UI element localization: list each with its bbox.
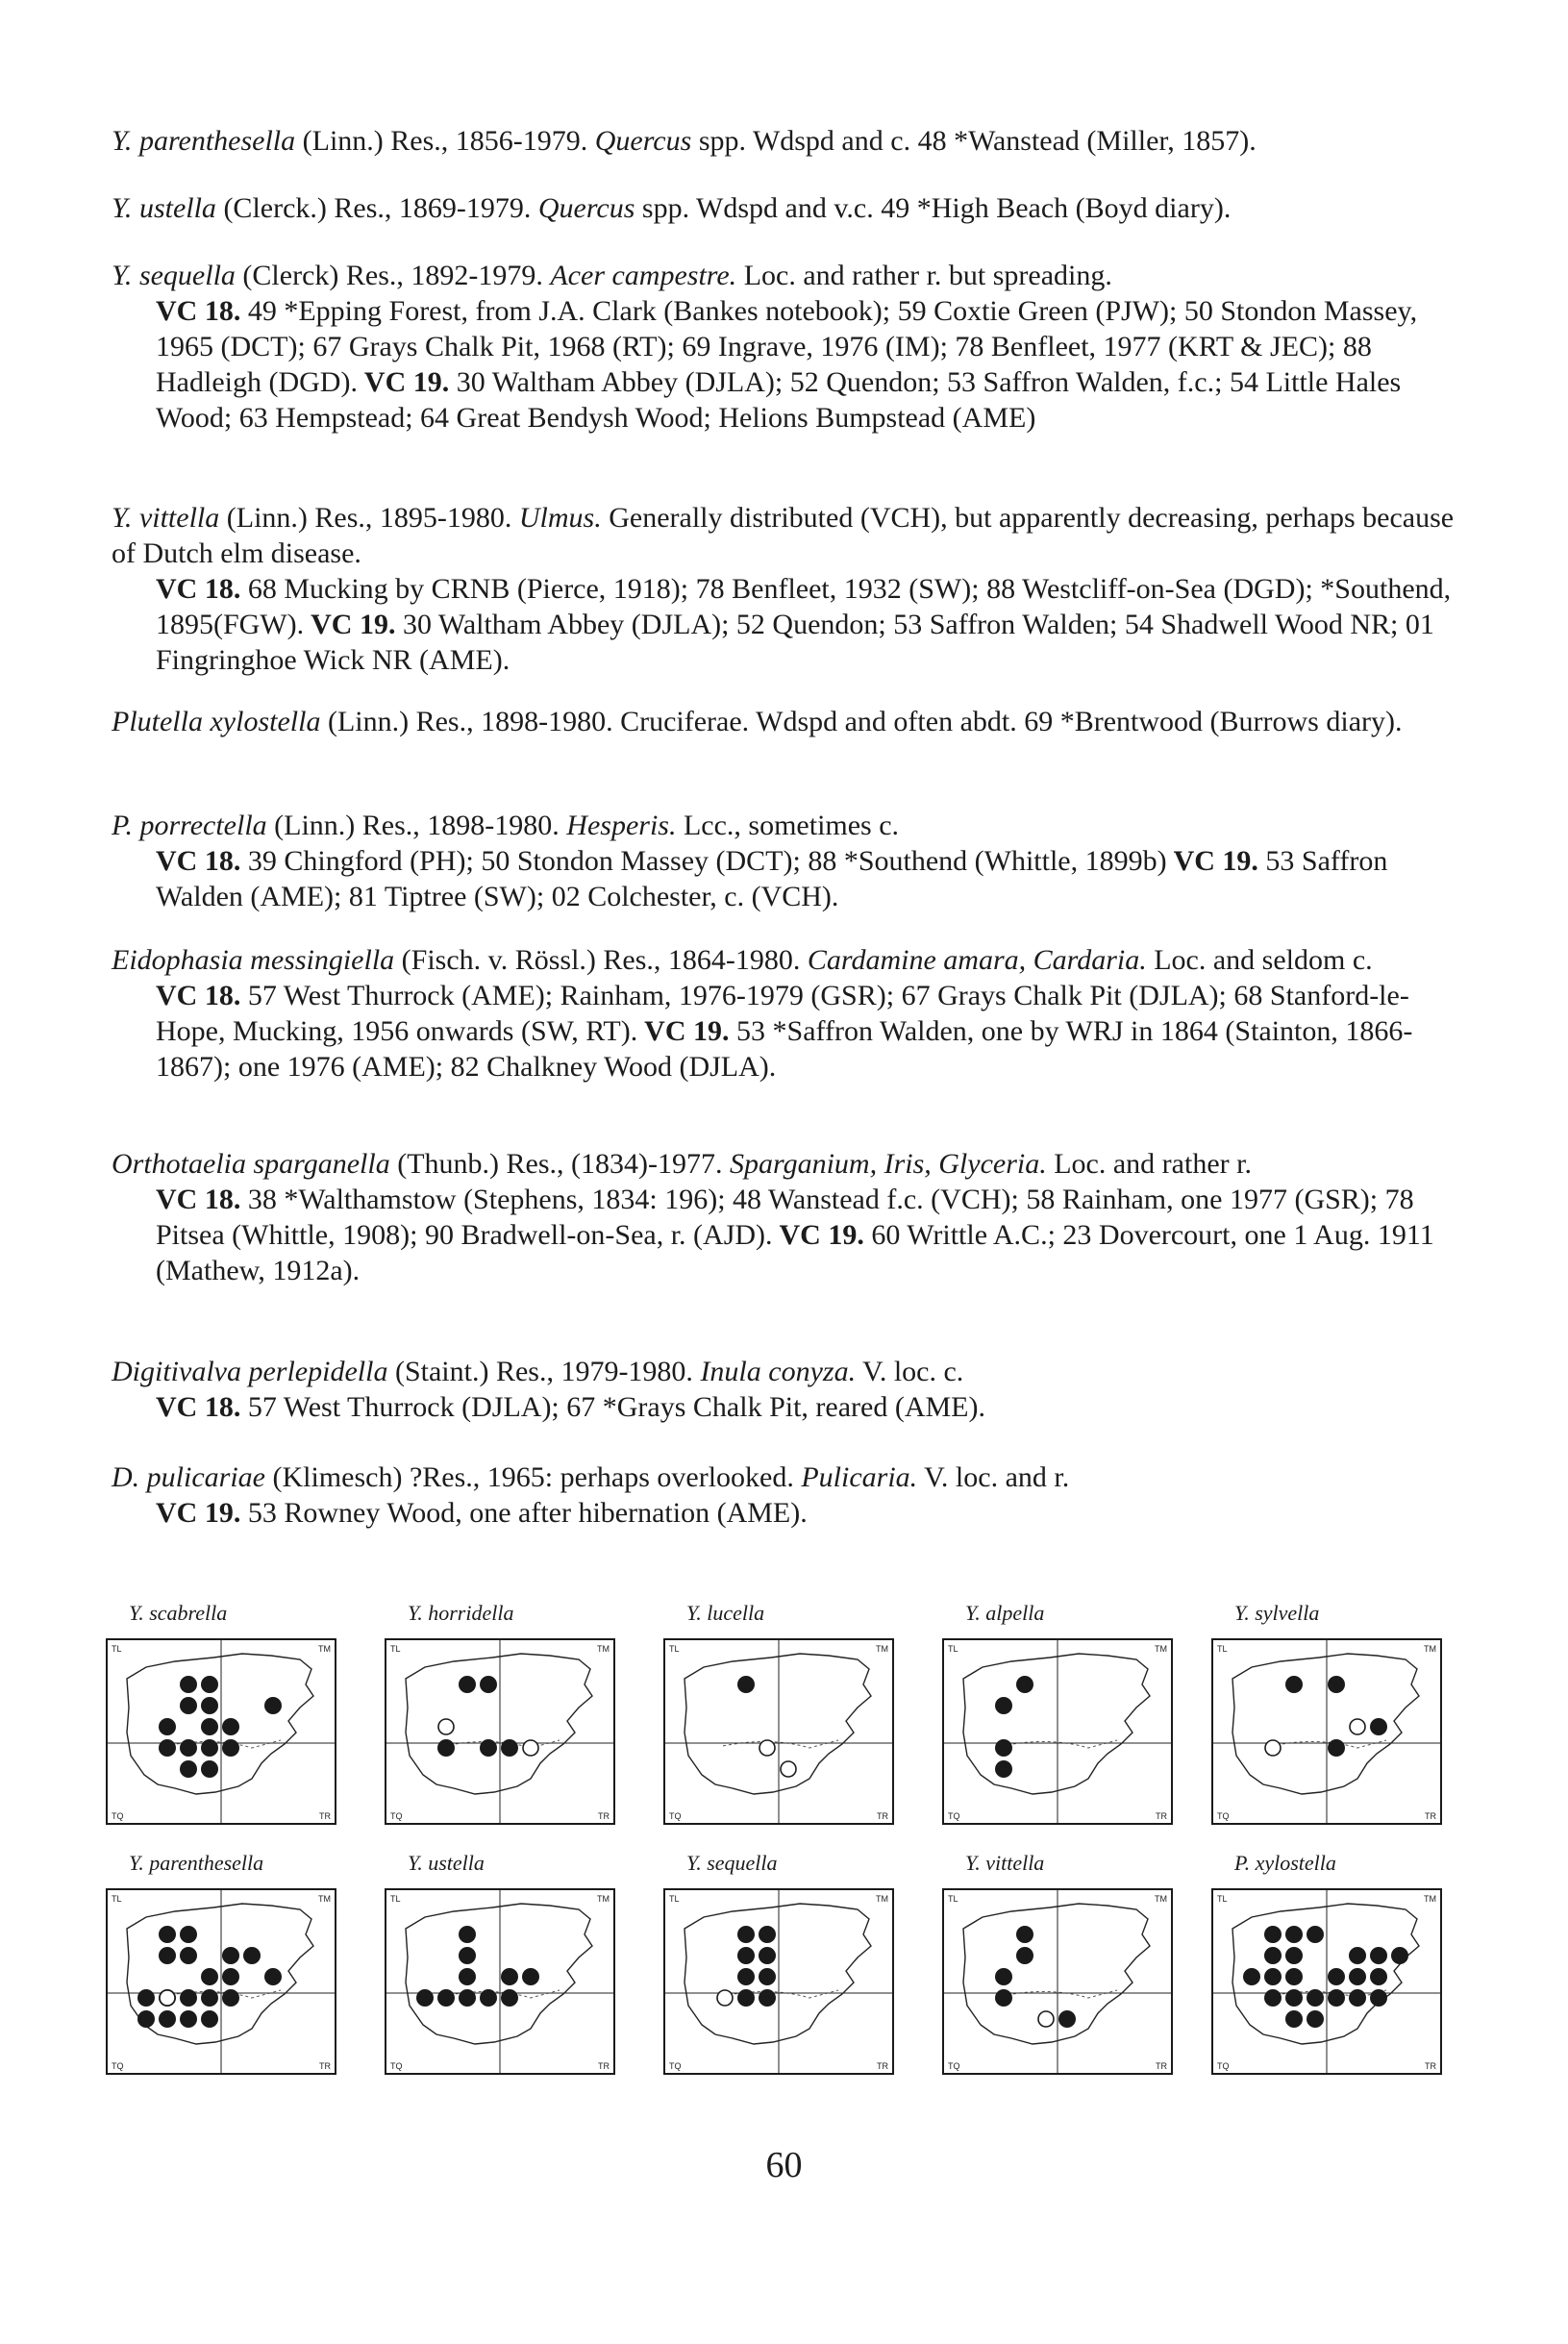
entry-y-sequella [112,258,1457,436]
county-outline [1232,1654,1419,1794]
record-dot [264,1968,282,1985]
county-boundary [1002,1990,1117,1998]
entry-rest: Generally distributed (VCH), but apparently decreasing, perhaps because of Dutch elm disease. [112,502,1455,569]
distribution-map [942,1888,1173,2075]
grid-square-label: TM [318,1894,331,1904]
map-cell [1211,1594,1471,1825]
record-dot [1328,1989,1345,2007]
record-dot [180,1760,197,1778]
record-dot [1307,1989,1324,2007]
record-dot [243,1947,261,1964]
record-dot [201,2010,218,2028]
grid-square-label: TM [1424,1894,1436,1904]
grid-square-label: TQ [390,2061,403,2071]
entry-rest: Lcc., sometimes c. [676,810,900,841]
genus: D. [112,1461,140,1493]
genus: Y. [112,192,133,224]
old-record-circle [523,1740,538,1756]
record-dot [137,1989,155,2007]
map-cell [663,1594,923,1825]
genus: Plutella [112,706,203,737]
grid-square-label: TQ [112,1811,124,1821]
record-dot [1349,1989,1366,2007]
county-boundary [723,1740,838,1748]
map-svg [665,1640,892,1823]
record-dot [1285,1947,1303,1964]
record-dot [180,2010,197,2028]
foodplant: Acer campestre. [550,260,737,291]
vc-label: VC 18. [156,573,241,605]
record-dot [1264,1947,1282,1964]
record-dot [1349,1947,1366,1964]
map-cell [942,1844,1202,2075]
species: pulicariae [146,1461,265,1493]
grid-square-label: TQ [1217,1811,1230,1821]
grid-square-label: TR [1156,1811,1167,1821]
grid-square-label: TL [112,1894,122,1904]
record-dot [201,1760,218,1778]
genus: Eidophasia [112,944,243,976]
record-dot [501,1739,518,1757]
county-boundary [1002,1740,1117,1748]
map-caption: Y. vittella [965,1851,1045,1875]
record-dot [759,1968,776,1985]
record-dot [522,1968,539,1985]
record-dot [459,1947,476,1964]
grid-square-label: TQ [669,2061,682,2071]
old-record-circle [1038,2011,1054,2027]
record-dot [459,1989,476,2007]
distribution-map [385,1888,615,2075]
record-dot [480,1676,497,1693]
grid-square-label: TR [1156,2061,1167,2071]
entry-rest: V. loc. and r. [917,1461,1070,1493]
grid-square-label: TQ [112,2061,124,2071]
record-dot [180,1739,197,1757]
record-dot [159,1926,176,1943]
entry-rest: Cruciferae. Wdspd and often abdt. 69 *Brentwood (Burrows diary). [620,706,1403,737]
grid-square-label: TR [1425,2061,1436,2071]
records-text: 53 *Saffron Walden, one by WRJ in 1864 (Stainton, 1866-1867); one 1976 (AME); 82 Chalkney Wood (DJLA). [156,1015,1413,1083]
entry-head [112,1354,1457,1389]
vc-label: VC 19. [156,1497,241,1529]
record-dot [501,1989,518,2007]
entry-head [112,123,1457,159]
county-outline [1232,1904,1419,2044]
record-dot [222,1718,239,1735]
record-dot [137,2010,155,2028]
map-cell [385,1844,644,2075]
map-cell [385,1594,644,1825]
grid-square-label: TR [319,1811,331,1821]
record-dot [437,1739,455,1757]
record-dot [459,1676,476,1693]
record-dot [1307,1926,1324,1943]
record-dot [1349,1968,1366,1985]
grid-square-label: TM [876,1644,888,1654]
county-outline [963,1654,1150,1794]
entry-plutella-xylostella [112,704,1457,739]
page-number: 60 [765,2145,803,2185]
record-dot [201,1739,218,1757]
records-text: 57 West Thurrock (AME); Rainham, 1976-1979 (GSR); 67 Grays Chalk Pit (DJLA); 68 Stanford-le-Hope, Mucking, 1956 onwards (SW, RT). [156,980,1409,1047]
county-outline [406,1904,592,2044]
record-dot [222,1989,239,2007]
entry-head [112,704,1457,739]
record-dot [1264,1968,1282,1985]
record-dot [159,1947,176,1964]
grid-square-label: TM [1424,1644,1436,1654]
genus: Y. [112,125,133,157]
record-dot [201,1718,218,1735]
record-dot [180,1676,197,1693]
county-outline [684,1654,871,1794]
vc-label: VC 19. [772,1219,864,1251]
record-dot [180,1989,197,2007]
map-svg [944,1640,1171,1823]
map-cell [942,1594,1202,1825]
author: (Clerck.) Res., 1869-1979. [215,192,538,224]
vc-label: VC 18. [156,295,241,327]
county-outline [127,1654,313,1794]
foodplant: Sparganium, Iris, Glyceria. [730,1148,1047,1180]
record-dot [737,1676,755,1693]
entry-digitivalva-perlepidella [112,1354,1457,1425]
author: (Linn.) Res., 1895-1980. [219,502,519,534]
entry-rest: V. loc. c. [856,1356,964,1387]
record-dot [1328,1676,1345,1693]
grid-square-label: TQ [948,2061,960,2071]
vc-label: VC 19. [637,1015,730,1047]
distribution-map [106,1888,336,2075]
record-dot [159,1718,176,1735]
vc-label: VC 18. [156,1184,241,1215]
record-dot [480,1989,497,2007]
grid-square-label: TL [669,1894,680,1904]
grid-square-label: TL [112,1644,122,1654]
grid-square-label: TQ [390,1811,403,1821]
foodplant: Hesperis. [566,810,677,841]
species: perlepidella [248,1356,388,1387]
entry-records [112,1495,1457,1531]
record-dot [737,1968,755,1985]
foodplant: Quercus [594,125,692,157]
record-dot [459,1968,476,1985]
record-dot [201,1968,218,1985]
grid-square-label: TR [877,2061,888,2071]
species: xylostella [210,706,321,737]
record-dot [1264,1989,1282,2007]
foodplant: Quercus [537,192,635,224]
record-dot [159,1739,176,1757]
grid-square-label: TL [390,1894,401,1904]
grid-square-label: TL [1217,1644,1228,1654]
grid-square-label: TQ [1217,2061,1230,2071]
grid-square-label: TR [598,2061,610,2071]
map-caption: Y. alpella [965,1601,1045,1625]
records-text: 68 Mucking by CRNB (Pierce, 1918); 78 Benfleet, 1932 (SW); 88 Westcliff-on-Sea (DGD); *Southend, 1895(FGW). [156,573,1452,640]
author: (Clerck) Res., 1892-1979. [235,260,551,291]
author: (Staint.) Res., 1979-1980. [387,1356,701,1387]
record-dot [737,1926,755,1943]
entry-y-parenthesella [112,123,1457,159]
record-dot [759,1947,776,1964]
entry-head [112,500,1457,571]
record-dot [1285,1926,1303,1943]
entry-y-ustella [112,190,1457,226]
author: (Thunb.) Res., (1834)-1977. [389,1148,731,1180]
record-dot [1328,1968,1345,1985]
author: (Linn.) Res., 1898-1980. [320,706,621,737]
grid-square-label: TL [948,1894,958,1904]
species: vittella [138,502,220,534]
record-dot [1370,1989,1387,2007]
record-dot [1370,1968,1387,1985]
entry-p-porrectella [112,808,1457,914]
record-dot [222,1968,239,1985]
record-dot [759,1989,776,2007]
map-caption: Y. lucella [686,1601,765,1625]
record-dot [437,1989,455,2007]
entry-rest: spp. Wdspd and c. 48 *Wanstead (Miller, 1857). [691,125,1257,157]
entry-records [112,1389,1457,1425]
county-outline [406,1654,592,1794]
record-dot [995,1760,1012,1778]
entry-head [112,1459,1457,1495]
old-record-circle [1265,1740,1281,1756]
map-svg [386,1890,613,2073]
record-dot [1058,2010,1076,2028]
county-outline [127,1904,313,2044]
records-text: 57 West Thurrock (DJLA); 67 *Grays Chalk Pit, reared (AME). [240,1391,985,1423]
record-dot [1285,1968,1303,1985]
grid-square-label: TM [597,1644,610,1654]
species: messingiella [250,944,395,976]
author: (Linn.) Res., 1856-1979. [295,125,595,157]
distribution-map [1211,1638,1442,1825]
vc-label: VC 18. [156,980,241,1011]
vc-label: VC 19. [1166,845,1258,877]
foodplant: Pulicaria. [801,1461,918,1493]
records-text: 53 Saffron Walden (AME); 81 Tiptree (SW); 02 Colchester, c. (VCH). [156,845,1388,912]
record-dot [416,1989,434,2007]
entry-rest: Loc. and rather r. [1046,1148,1252,1180]
author: (Klimesch) ?Res., 1965: perhaps overlooked. [264,1461,802,1493]
distribution-map [663,1888,894,2075]
record-dot [1370,1947,1387,1964]
record-dot [995,1739,1012,1757]
grid-square-label: TM [597,1894,610,1904]
map-caption: Y. horridella [408,1601,514,1625]
map-svg [665,1890,892,2073]
record-dot [1307,2010,1324,2028]
grid-square-label: TR [1425,1811,1436,1821]
map-caption: Y. sylvella [1234,1601,1320,1625]
record-dot [759,1926,776,1943]
entry-y-vittella [112,500,1457,678]
record-dot [201,1676,218,1693]
record-dot [180,1926,197,1943]
genus: Y. [112,260,133,291]
record-dot [737,1989,755,2007]
grid-square-label: TM [876,1894,888,1904]
grid-square-label: TR [319,2061,331,2071]
distribution-map [1211,1888,1442,2075]
foodplant: Ulmus. [518,502,602,534]
record-dot [1016,1676,1033,1693]
entry-records [112,978,1457,1085]
record-dot [1285,2010,1303,2028]
genus: Y. [112,502,133,534]
records-text: 38 *Walthamstow (Stephens, 1834: 196); 48 Wanstead f.c. (VCH); 58 Rainham, one 1977 (GSR); 78 Pitsea (Whittle, 1908); 90 Bradwell-on-Sea, r. (AJD). [156,1184,1414,1251]
map-caption: P. xylostella [1234,1851,1336,1875]
entry-records [112,1182,1457,1288]
grid-square-label: TL [669,1644,680,1654]
vc-label: VC 18. [156,1391,241,1423]
old-record-circle [1350,1719,1365,1734]
grid-square-label: TQ [669,1811,682,1821]
record-dot [1016,1947,1033,1964]
entry-records [112,843,1457,914]
species: sparganella [253,1148,390,1180]
distribution-map [942,1638,1173,1825]
records-text: 39 Chingford (PH); 50 Stondon Massey (DCT); 88 *Southend (Whittle, 1899b) [240,845,1167,877]
county-outline [684,1904,871,2044]
record-dot [501,1968,518,1985]
distribution-map [106,1638,336,1825]
old-record-circle [717,1990,733,2006]
entry-eidophasia-messingiella [112,942,1457,1085]
entry-rest: Loc. and seldom c. [1146,944,1373,976]
species: ustella [138,192,216,224]
record-dot [480,1739,497,1757]
map-row-2 [106,1844,1471,2344]
entry-orthotaelia-sparganella [112,1146,1457,1288]
entry-head [112,1146,1457,1182]
grid-square-label: TL [1217,1894,1228,1904]
foodplant: Cardamine amara, Cardaria. [807,944,1147,976]
old-record-circle [160,1990,175,2006]
map-svg [108,1890,335,2073]
distribution-map [663,1638,894,1825]
entry-d-pulicariae [112,1459,1457,1531]
entry-records [112,571,1457,678]
grid-square-label: TM [1155,1644,1167,1654]
record-dot [1016,1926,1033,1943]
record-dot [222,1947,239,1964]
records-text: 60 Writtle A.C.; 23 Dovercourt, one 1 Aug. 1911 (Mathew, 1912a). [156,1219,1434,1286]
grid-square-label: TM [1155,1894,1167,1904]
foodplant: Inula conyza. [700,1356,857,1387]
record-dot [1243,1968,1260,1985]
record-dot [201,1697,218,1714]
entry-head [112,190,1457,226]
species: parenthesella [138,125,296,157]
map-svg [108,1640,335,1823]
old-record-circle [781,1761,796,1777]
record-dot [264,1697,282,1714]
record-dot [1285,1676,1303,1693]
map-cell [106,1844,365,2075]
record-dot [459,1926,476,1943]
county-outline [963,1904,1150,2044]
record-dot [201,1989,218,2007]
distribution-map [385,1638,615,1825]
species: porrectella [139,810,267,841]
record-dot [737,1947,755,1964]
grid-square-label: TL [948,1644,958,1654]
record-dot [995,1697,1012,1714]
old-record-circle [438,1719,454,1734]
record-dot [1370,1718,1387,1735]
author: (Linn.) Res., 1898-1980. [266,810,567,841]
entry-head [112,258,1457,293]
record-dot [180,1697,197,1714]
map-cell [106,1594,365,1825]
grid-square-label: TL [390,1644,401,1654]
species: sequella [138,260,236,291]
vc-label: VC 19. [357,366,450,398]
map-svg [944,1890,1171,2073]
record-dot [1264,1926,1282,1943]
entry-rest: Loc. and rather r. but spreading. [736,260,1112,291]
entry-head [112,942,1457,978]
map-caption: Y. ustella [408,1851,485,1875]
record-dot [1391,1947,1408,1964]
map-cell [663,1844,923,2075]
grid-square-label: TR [598,1811,610,1821]
map-caption: Y. scabrella [129,1601,228,1625]
record-dot [1328,1739,1345,1757]
record-dot [995,1968,1012,1985]
record-dot [222,1739,239,1757]
record-dot [995,1989,1012,2007]
map-svg [1213,1890,1440,2073]
author: (Fisch. v. Rössl.) Res., 1864-1980. [394,944,808,976]
genus: P. [112,810,133,841]
entry-rest: spp. Wdspd and v.c. 49 *High Beach (Boyd diary). [635,192,1232,224]
map-caption: Y. parenthesella [129,1851,264,1875]
map-cell [1211,1844,1471,2075]
records-text: 49 *Epping Forest, from J.A. Clark (Bankes notebook); 59 Coxtie Green (PJW); 50 Stondon Massey, 1965 (DCT); 67 Grays Chalk Pit, 1968 (RT); 69 Ingrave, 1976 (IM); 78 Benfleet, 1977 (KRT & JEC); 88 Hadleigh (DGD). [156,295,1418,398]
entry-records [112,293,1457,436]
vc-label: VC 19. [304,609,396,640]
records-text: 53 Rowney Wood, one after hibernation (AME). [240,1497,808,1529]
record-dot [159,2010,176,2028]
record-dot [1285,1989,1303,2007]
map-svg [1213,1640,1440,1823]
map-caption: Y. sequella [686,1851,778,1875]
entry-head [112,808,1457,843]
genus: Orthotaelia [112,1148,246,1180]
genus: Digitivalva [112,1356,241,1387]
map-svg [386,1640,613,1823]
record-dot [180,1947,197,1964]
vc-label: VC 18. [156,845,241,877]
grid-square-label: TM [318,1644,331,1654]
grid-square-label: TQ [948,1811,960,1821]
records-text: 30 Waltham Abbey (DJLA); 52 Quendon; 53 Saffron Walden, f.c.; 54 Little Hales Wood; 63 Hempstead; 64 Great Bendysh Wood; Helions Bumpstead (AME) [156,366,1402,434]
old-record-circle [759,1740,775,1756]
grid-square-label: TR [877,1811,888,1821]
records-text: 30 Waltham Abbey (DJLA); 52 Quendon; 53 Saffron Walden; 54 Shadwell Wood NR; 01 Fingringhoe Wick NR (AME). [156,609,1434,676]
